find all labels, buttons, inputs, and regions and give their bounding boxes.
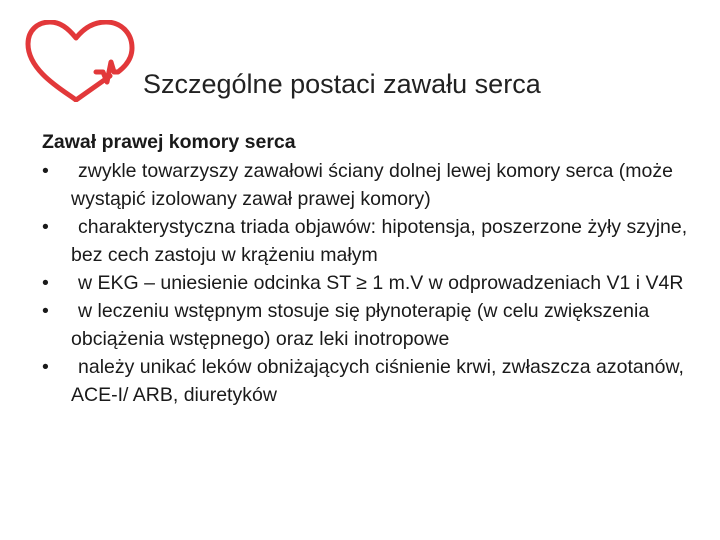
bullet-dot: • — [42, 356, 49, 378]
bullet-dot: • — [42, 160, 49, 182]
heart-pulse-icon — [22, 20, 140, 102]
bullet-list — [42, 157, 702, 409]
slide-title: Szczególne postaci zawału serca — [143, 69, 541, 99]
list-item-text: charakterystyczna triada objawów: hipotensja, poszerzone żyły szyjne, bez cech zastoju w krążeniu małym — [71, 216, 688, 266]
list-item-text: należy unikać leków obniżających ciśnienie krwi, zwłaszcza azotanów, ACE-I/ ARB, diuretyków — [71, 356, 684, 406]
list-item-text: w EKG – uniesienie odcinka ST ≥ 1 m.V w odprowadzeniach V1 i V4R — [78, 272, 684, 294]
section-heading: Zawał prawej komory serca — [42, 131, 296, 153]
bullet-dot: • — [42, 300, 49, 322]
bullet-dot: • — [42, 216, 49, 238]
list-item — [42, 269, 702, 297]
bullet-dot: • — [42, 272, 49, 294]
heart-pulse-logo — [22, 20, 140, 102]
list-item — [42, 353, 702, 409]
list-item — [42, 157, 702, 213]
list-item — [42, 213, 702, 269]
list-item — [42, 297, 702, 353]
list-item-text: w leczeniu wstępnym stosuje się płynoterapię (w celu zwiększenia obciążenia wstępnego) oraz leki inotropowe — [71, 300, 650, 350]
list-item-text: zwykle towarzyszy zawałowi ściany dolnej lewej komory serca (może wystąpić izolowany zawał prawej komory) — [71, 160, 673, 210]
slide-content — [42, 128, 702, 409]
